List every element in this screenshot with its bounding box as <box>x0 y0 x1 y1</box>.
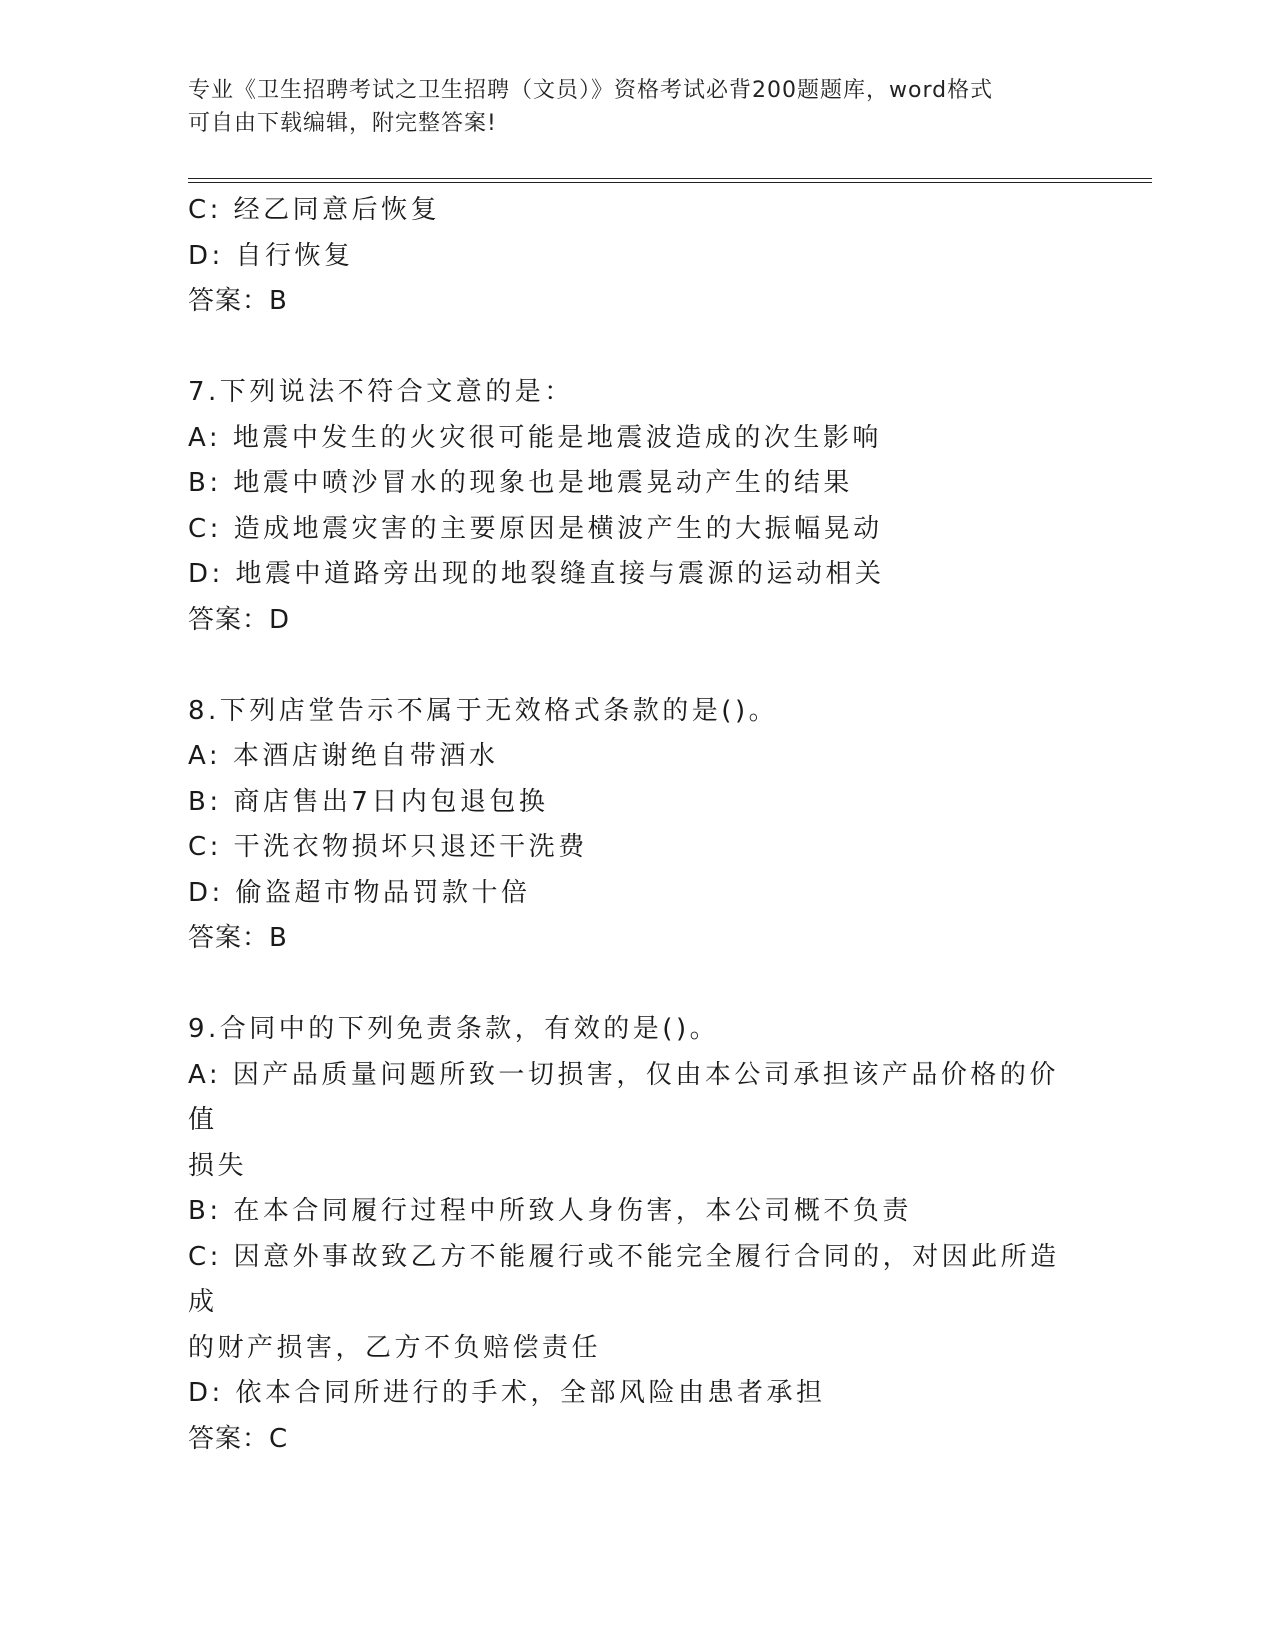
answer: 答案：D <box>188 604 291 635</box>
option-b: B: 地震中喷沙冒水的现象也是地震晃动产生的结果 <box>188 468 853 498</box>
question-spacer <box>188 325 1068 371</box>
question-9 <box>188 1007 1068 1462</box>
question-8 <box>188 689 1068 962</box>
option-b: B: 在本合同履行过程中所致人身伤害，本公司概不负责 <box>188 1196 912 1226</box>
option-a: A: 本酒店谢绝自带酒水 <box>188 741 499 771</box>
option-c-continued: 的财产损害，乙方不负赔偿责任 <box>188 1332 602 1363</box>
option-c: C: 经乙同意后恢复 <box>188 195 441 225</box>
option-a: A: 因产品质量问题所致一切损害，仅由本公司承担该产品价格的价值 <box>188 1059 1059 1135</box>
question-spacer <box>188 962 1068 1008</box>
option-d: D: 地震中道路旁出现的地裂缝直接与震源的运动相关 <box>188 559 885 589</box>
question-content <box>188 188 1068 1462</box>
header-title-line-1: 专业《卫生招聘考试之卫生招聘（文员）》资格考试必背200题题库，word格式 <box>188 78 994 103</box>
option-d: D: 依本合同所进行的手术，全部风险由患者承担 <box>188 1378 826 1408</box>
header-divider <box>188 178 1152 183</box>
prev-question-block <box>188 188 1068 325</box>
question-stem: 7.下列说法不符合文意的是： <box>188 377 574 407</box>
question-stem: 9.合同中的下列免责条款，有效的是()。 <box>188 1014 720 1044</box>
option-c: C: 因意外事故致乙方不能履行或不能完全履行合同的，对因此所造成 <box>188 1241 1060 1317</box>
option-d: D: 偷盗超市物品罚款十倍 <box>188 877 531 908</box>
question-7 <box>188 370 1068 643</box>
page-header <box>188 74 1068 140</box>
header-title-line-2: 可自由下载编辑，附完整答案! <box>188 111 497 136</box>
option-c: C: 造成地震灾害的主要原因是横波产生的大振幅晃动 <box>188 513 883 544</box>
question-spacer <box>188 643 1068 689</box>
option-c: C: 干洗衣物损坏只退还干洗费 <box>188 832 588 862</box>
answer: 答案：B <box>188 286 288 316</box>
option-b: B: 商店售出7日内包退包换 <box>188 786 549 817</box>
option-a-continued: 损失 <box>188 1150 248 1181</box>
answer: 答案：C <box>188 1423 289 1454</box>
option-a: A: 地震中发生的火灾很可能是地震波造成的次生影响 <box>188 422 882 453</box>
answer: 答案：B <box>188 923 288 953</box>
option-d: D: 自行恢复 <box>188 240 354 271</box>
question-stem: 8.下列店堂告示不属于无效格式条款的是()。 <box>188 695 779 726</box>
